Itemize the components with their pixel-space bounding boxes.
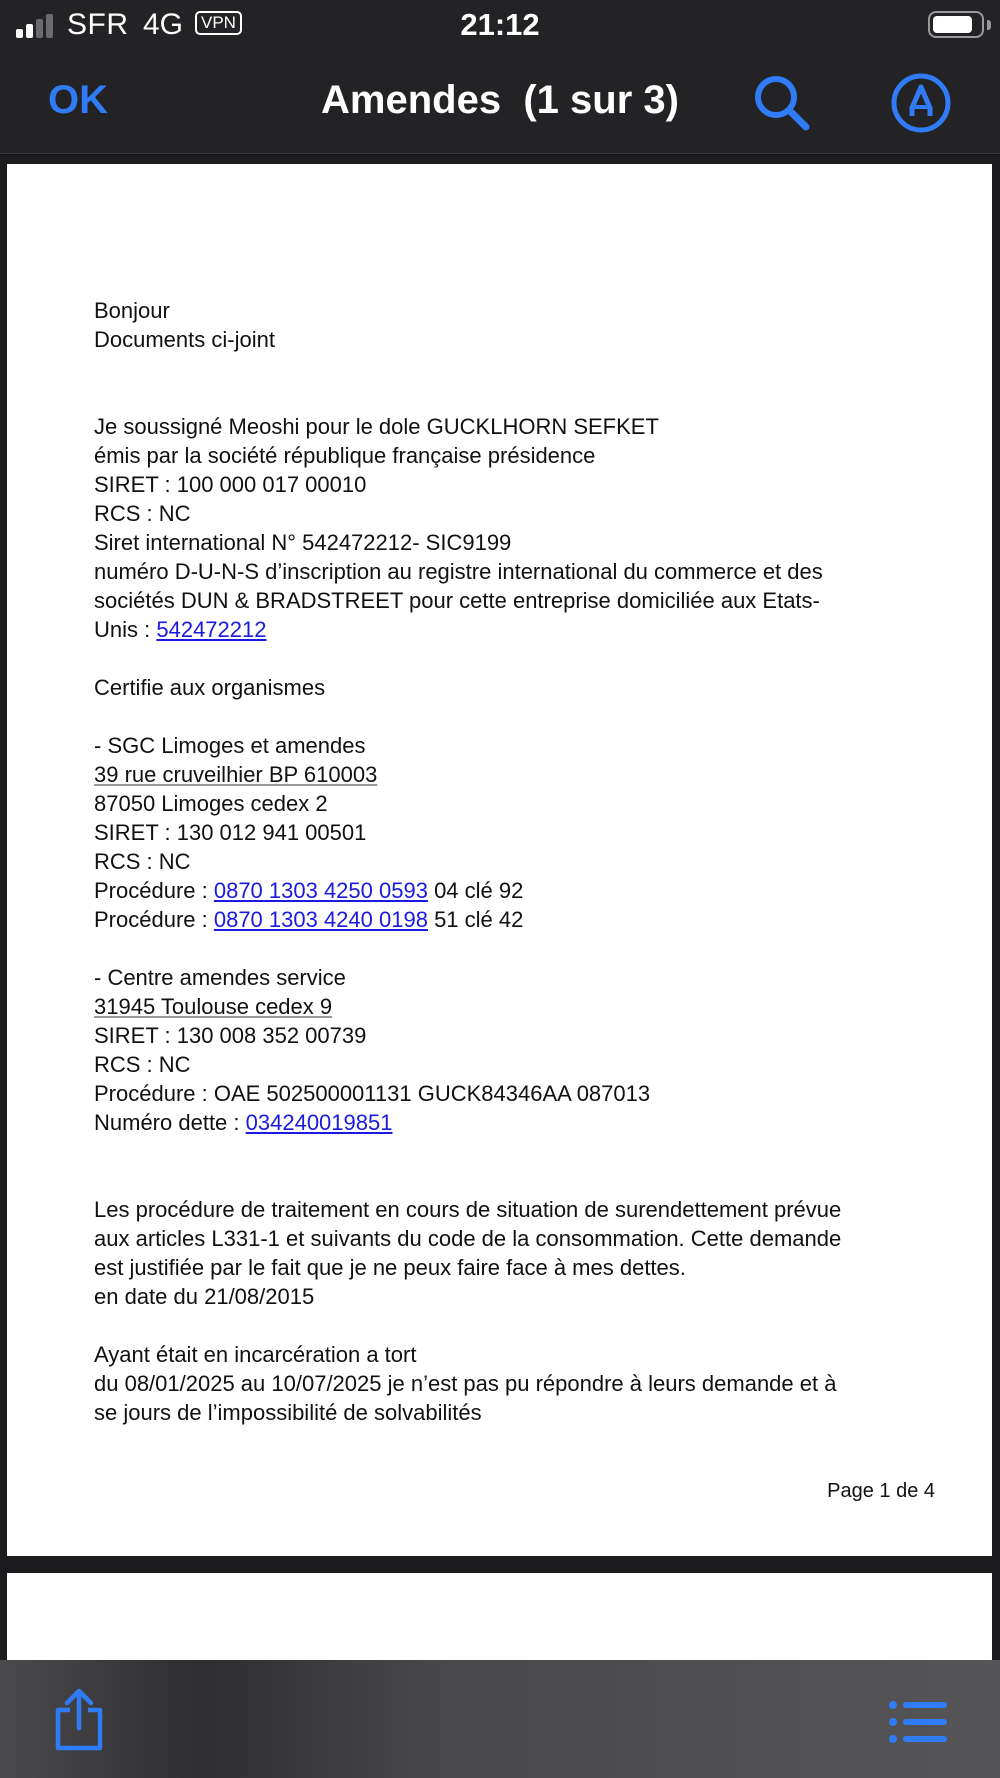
search-button[interactable]	[752, 73, 812, 133]
procedure-link-2[interactable]: 0870 1303 4240 0198	[213, 907, 428, 932]
markup-button[interactable]	[890, 72, 952, 134]
text-line: Je soussigné Meoshi pour le dole GUCKLHORN SEFKET	[94, 414, 659, 439]
text-span: 04 clé 92	[427, 878, 524, 903]
share-button[interactable]	[52, 1688, 106, 1752]
navigation-bar	[0, 50, 1000, 154]
text-line: SIRET : 130 008 352 00739	[94, 1023, 367, 1048]
text-span: Procédure :	[94, 907, 214, 932]
text-line: 87050 Limoges cedex 2	[94, 791, 328, 816]
text-span: Numéro dette :	[94, 1110, 246, 1135]
text-line: SIRET : 100 000 017 00010	[94, 472, 367, 497]
address-line: 31945 Toulouse cedex 9	[94, 994, 333, 1019]
outline-list-button[interactable]	[888, 1700, 948, 1744]
carrier-name: SFR	[67, 8, 129, 41]
text-line: Les procédure de traitement en cours de situation de surendettement prévue	[94, 1197, 842, 1222]
battery-icon	[928, 11, 984, 38]
text-line: sociétés DUN & BRADSTREET pour cette entreprise domiciliée aux Etats-	[94, 588, 820, 613]
address-line: 39 rue cruveilhier BP 610003	[94, 762, 378, 787]
text-line: SIRET : 130 012 941 00501	[94, 820, 367, 845]
text-line: RCS : NC	[94, 849, 191, 874]
page-content	[94, 296, 934, 1427]
duns-link[interactable]: 542472212	[156, 617, 267, 642]
ok-button[interactable]: OK	[48, 78, 108, 122]
text-line: Ayant était en incarcération a tort	[94, 1342, 417, 1367]
text-line: se jours de l’impossibilité de solvabilités	[94, 1400, 482, 1425]
text-line: est justifiée par le fait que je ne peux faire face à mes dettes.	[94, 1255, 686, 1280]
document-title: Amendes (1 sur 3)	[321, 78, 679, 122]
text-line: numéro D-U-N-S d’inscription au registre international du commerce et des	[94, 559, 823, 584]
text-line: Procédure : OAE 502500001131 GUCK84346AA 087013	[94, 1081, 651, 1106]
text-line: - Centre amendes service	[94, 965, 346, 990]
text-line: Bonjour	[94, 298, 170, 323]
network-type: 4G	[143, 8, 184, 41]
vpn-badge: VPN	[195, 11, 242, 35]
text-line	[94, 905, 934, 934]
text-line	[94, 615, 934, 644]
bottom-toolbar	[0, 1660, 1000, 1778]
search-icon	[752, 73, 812, 133]
text-line	[94, 876, 934, 905]
text-line: aux articles L331-1 et suivants du code de la consommation. Cette demande	[94, 1226, 842, 1251]
text-line: émis par la société république française présidence	[94, 443, 596, 468]
next-document-page	[7, 1573, 992, 1660]
list-icon	[888, 1700, 948, 1744]
battery-level	[933, 16, 972, 33]
text-line: RCS : NC	[94, 1052, 191, 1077]
text-line: du 08/01/2025 au 10/07/2025 je n’est pas pu répondre à leurs demande et à	[94, 1371, 837, 1396]
page-number: Page 1 de 4	[827, 1480, 935, 1502]
text-line: - SGC Limoges et amendes	[94, 733, 366, 758]
markup-icon	[890, 72, 952, 134]
document-page	[7, 164, 992, 1556]
status-time: 21:12	[460, 7, 540, 42]
document-viewer[interactable]	[0, 155, 1000, 1660]
debt-number-link[interactable]: 034240019851	[245, 1110, 393, 1135]
status-bar	[0, 0, 1000, 50]
text-span: Unis :	[94, 617, 157, 642]
text-line: en date du 21/08/2015	[94, 1284, 315, 1309]
text-line: Siret international N° 542472212- SIC9199	[94, 530, 512, 555]
text-line: RCS : NC	[94, 501, 191, 526]
text-line: Documents ci-joint	[94, 327, 275, 352]
text-line	[94, 760, 934, 789]
share-icon	[52, 1688, 106, 1752]
procedure-link-1[interactable]: 0870 1303 4250 0593	[213, 878, 428, 903]
text-span: Procédure :	[94, 878, 214, 903]
text-line: Certifie aux organismes	[94, 675, 326, 700]
text-span: 51 clé 42	[427, 907, 524, 932]
battery-cap	[987, 20, 991, 30]
text-line	[94, 992, 934, 1021]
text-line	[94, 1108, 934, 1137]
